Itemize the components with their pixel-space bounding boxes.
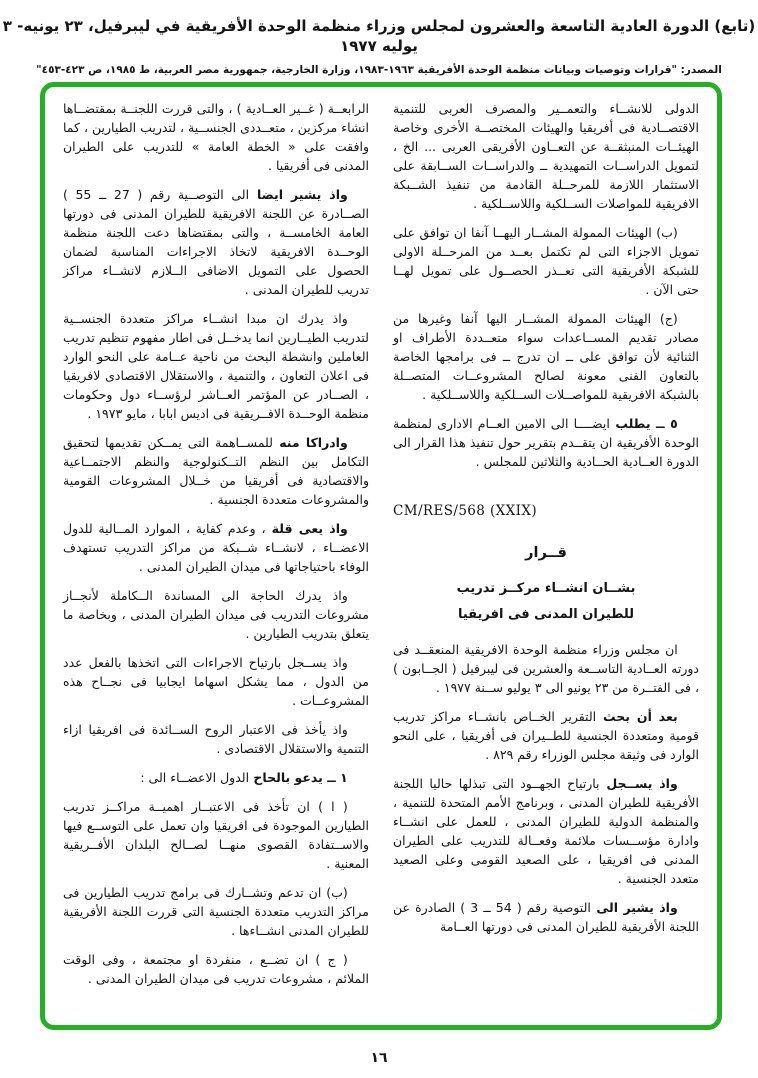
resolution-subtitle: بشــان انشــاء مركــز تدريب xyxy=(456,580,636,596)
column-right xyxy=(393,99,699,1015)
two-column-text-block xyxy=(63,99,699,1015)
paragraph-lead: واذ يعى قلة xyxy=(265,521,348,536)
paragraph: ان مجلس وزراء منظمة الوحدة الافريقية المنعقــد فى دورته العــادية التاســعة والعشرين فى ليبرفيل ( الجــابون ) ، فى الفتــرة من ٢٣ يونيو الى ٣ يوليو ســنة ١٩٧٧ . xyxy=(393,641,699,695)
header-session-title: (تابع) الدورة العادية التاسعة والعشرون لمجلس وزراء منظمة الوحدة الأفريقية في ليبرفيل، ٢٣ يونيه- ٣ يوليه ١٩٧٧ xyxy=(2,17,756,56)
header-source-citation: المصدر: "قرارات وتوصيات وبيانات منظمة الوحدة الأفريقية ١٩٦٣-١٩٨٣، وزارة الخارجية، جمهورية مصر العربية، ط ١٩٨٥، ص ٤٢٣-٤٥٣" xyxy=(36,63,722,76)
paragraph: الدولى للانشــاء والتعمــير والمصرف العربى للتنمية الاقتصــادية فى أفريقيا والهيئات المختصــة الأخرى وخاصة الهيئــات المنبثقــة عن التعــاون الأفريقى العربى ... الخ ، لتمويل الدراســات التمهيدية ــ والدراســات الســابقة على الاستثمار اللازمة للمرحــلة القادمة من تنفيذ الشــبكة الافريقية للمواصلات الســلكية واللاســلكية . xyxy=(393,101,699,211)
paragraph: واذ يأخذ فى الاعتبار الروح الســائدة فى افريقيا ازاء التنمية والاستقلال الاقتصادى . xyxy=(63,722,369,756)
paragraph-lead: واذ يشير ايضا xyxy=(249,187,348,202)
paragraph: ٥ ــ يطلب ايضــــا الى الامين العــام الادارى لمنظمة الوحدة الأفريقية ان يتقــدم بتقرير حول تنفيذ هذا القرار الى الدورة العــادية الحــادية والثلاثين للمجلس . xyxy=(393,416,699,469)
paragraph: وادراكا منه للمســاهمة التى يمــكن تقديمها لتحقيق التكامل بين النظم التــكنولوجية والنظم الاجتمــاعية والاقتصادية فى أفريقيا من خــلال المشروعات القومية والمشروعات متعددة الجنسية . xyxy=(63,435,369,507)
paragraph: (ب) ان تدعم وتشــارك فى برامج تدريب الطيارين فى مراكز التدريب متعددة الجنسية التى قررت اللجنة الأفريقية للطيران المدنى انشــاءها . xyxy=(63,885,369,938)
resolution-subtitle: للطيران المدنى فى افريقيا xyxy=(457,606,635,622)
paragraph: واذ يعى قلة ، وعدم كفاية ، الموارد المــالية للدول الاعضــاء ، لانشــاء شــبكة من مراكز التدريب تستهدف الوفاء باحتياجاتها فى ميدان الطيران المدنى . xyxy=(63,521,369,574)
paragraph: واذ يدرك الحاجة الى المساندة الــكاملة لأنجــاز مشروعات التدريب فى ميدان الطيران المدنى ، وبخاصة ما يتعلق بتدريب الطيارين . xyxy=(63,588,369,641)
green-border-frame xyxy=(40,82,722,1030)
paragraph-lead: ٥ ــ يطلب xyxy=(609,416,678,431)
page-number: ١٦ xyxy=(370,1050,388,1066)
paragraph: ( ج ) ان تضــع ، منفردة او مجتمعة ، وفى الوقت الملائم ، مشروعات تدريب فى ميدان الطيران المدنى . xyxy=(63,952,369,986)
paragraph: ١ ــ يدعو بالحاح الدول الاعضــاء الى : xyxy=(140,770,348,785)
paragraph: واذ يســجل بارتياح الجهــود التى تبذلها حاليا اللجنة الأفريقية للطيران المدنى ، وبرنامج الأمم المتحدة للتنمية ، والمنظمة الدولية للطيران المدنى ، للعمل على انشــاء وادارة مؤســسات ملائمة وفعــالة للتدريب على الطيران المدنى فى افريقيا ، على الصعيد القومى وعلى الصعيد متعدد الجنسية . xyxy=(393,775,699,886)
resolution-title: قــرار xyxy=(525,544,567,561)
paragraph: واذ يشير الى التوصية رقم ( 54 ــ 3 ) الصادرة عن اللجنة الأفريقية للطيران المدنى فى دورتها العــامة xyxy=(393,899,699,934)
paragraph: (ج) الهيئات الممولة المشــار اليها آنفا وغيرها من مصادر تقديم المســاعدات سواء متعــددة الأطراف او الثنائية لأن توافق على ــ ان تدرج ــ فى برامجها الخاصة بالتعاون الفنى معونة لصالح المشروعــات المتصــلة بالشبكة الافريقية للمواصــلات الســلكية واللاســلكية . xyxy=(393,311,699,402)
paragraph-lead: ١ ــ يدعو بالحاح xyxy=(249,770,348,785)
resolution-reference-number: CM/RES/568 (XXIX) xyxy=(393,503,538,519)
page-header xyxy=(0,0,758,76)
column-left xyxy=(63,99,369,1015)
paragraph-lead: واذ يســجل xyxy=(599,775,678,791)
paragraph: (ب) الهيئات الممولة المشــار اليهــا آنفا ان توافق على تمويل الاجزاء التى لم تكتمل بعــد من المرحــلة الاولى للشبكة الأفريقية التى تعــذر الحصــول على تمويل لهــا حتى الآن . xyxy=(393,225,699,297)
paragraph: ( ا ) ان تأخذ فى الاعتبــار اهميــة مراكــز تدريب الطيارين الموجودة فى افريقيا وان تعمل على التوســع فيها والاســتفادة القصوى منهــا لصــالح البلدان الأفــريقية المعنية . xyxy=(63,799,369,871)
paragraph: واذ يســجل بارتياح الاجراءات التى اتخذها بالفعل عدد من الدول ، مما يشكل اسهاما ايجابيا فى نجــاح هذه المشروعــات . xyxy=(63,655,369,708)
paragraph: الرابعــة ( غــير العــادية ) ، والتى قررت اللجنــة بمقتضــاها انشاء مركزين ، متعــددى الجنســية ، لتدريب الطيارين ، كما وافقت على « الخطة العامة » للتدريب على الطيران المدنى فى أفريقيا . xyxy=(63,101,369,173)
paragraph-lead: وادراكا منه xyxy=(273,435,348,450)
paragraph-lead: بعد أن بحث xyxy=(596,708,678,724)
paragraph: بعد أن بحث التقرير الخــاص بانشــاء مراكز تدريب قومية ومتعددة الجنسية للطــيران فى أفريقيا ، على النحو الوارد فى وثيقة مجلس الوزراء رقم ٨٢٩ . xyxy=(393,708,699,762)
paragraph: واذ يدرك ان مبدا انشــاء مراكز متعددة الجنســية لتدريب الطيــارين انما يدخــل فى اطار مفهوم تنظيم تدريب العاملين وانشطة البحث من ناحية عــامة على النحو الوارد فى اعلان التعاون ، والتنمية ، والاستقلال الاقتصادى لافريقيا ، الصــادر عن المؤتمر العــاشر لرؤســاء دول وحكومات منظمة الوحــدة الافــريقية فى اديس ابابا ، مايو ١٩٧٣ . xyxy=(63,311,369,421)
paragraph-lead: واذ يشير الى xyxy=(590,899,678,915)
paragraph: واذ يشير ايضا الى التوصــية رقم ( 27 ــ 55 ) الصــادرة عن اللجنة الافريقية للطيران المدنى فى دورتها العامة الخامســة ، والتى بمقتضاها دعت اللجنة منظمة الوحــدة الافريقية لاتخاذ الاجراءات المناسبة لضمان الحصول على التمويل الاضافى الــلازم لانشــاء مراكز تدريب للطيران المدنى . xyxy=(63,187,369,297)
